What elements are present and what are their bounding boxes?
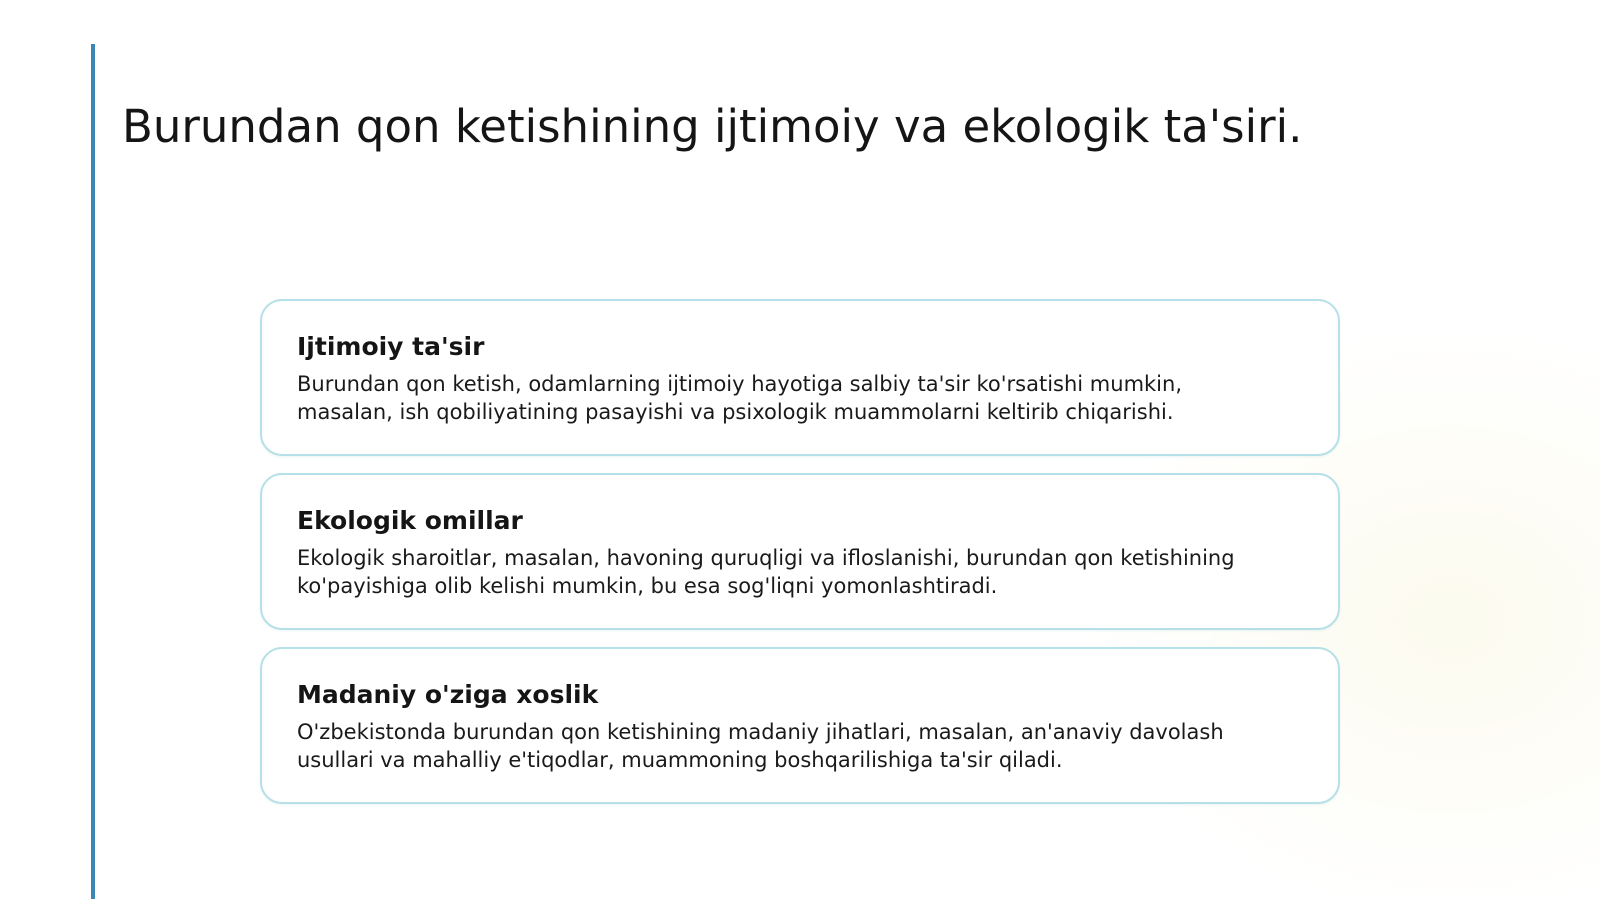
- card-title: Madaniy o'ziga xoslik: [297, 680, 599, 709]
- card-text: Burundan qon ketish, odamlarning ijtimoiy hayotiga salbiy ta'sir ko'rsatishi mumkin, masalan, ish qobiliyatining pasayishi va psixologik muammolarni keltirib chiqarishi.: [297, 371, 1183, 424]
- card-ecological-factors: [260, 473, 1340, 630]
- card-text: O'zbekistonda burundan qon ketishining madaniy jihatlari, masalan, an'anaviy davolash usullari va mahalliy e'tiqodlar, muammoning boshqarilishiga ta'sir qiladi.: [297, 719, 1224, 772]
- card-cultural-features: [260, 647, 1340, 804]
- slide-title: Burundan qon ketishining ijtimoiy va ekologik ta'siri.: [122, 100, 1303, 153]
- card-social-impact: [260, 299, 1340, 456]
- card-title: Ijtimoiy ta'sir: [297, 332, 485, 361]
- card-list: [260, 299, 1340, 821]
- accent-line: [91, 44, 95, 899]
- card-title: Ekologik omillar: [297, 506, 523, 535]
- card-text: Ekologik sharoitlar, masalan, havoning quruqligi va ifloslanishi, burundan qon ketishining ko'payishiga olib kelishi mumkin, bu esa sog'liqni yomonlashtiradi.: [297, 545, 1235, 598]
